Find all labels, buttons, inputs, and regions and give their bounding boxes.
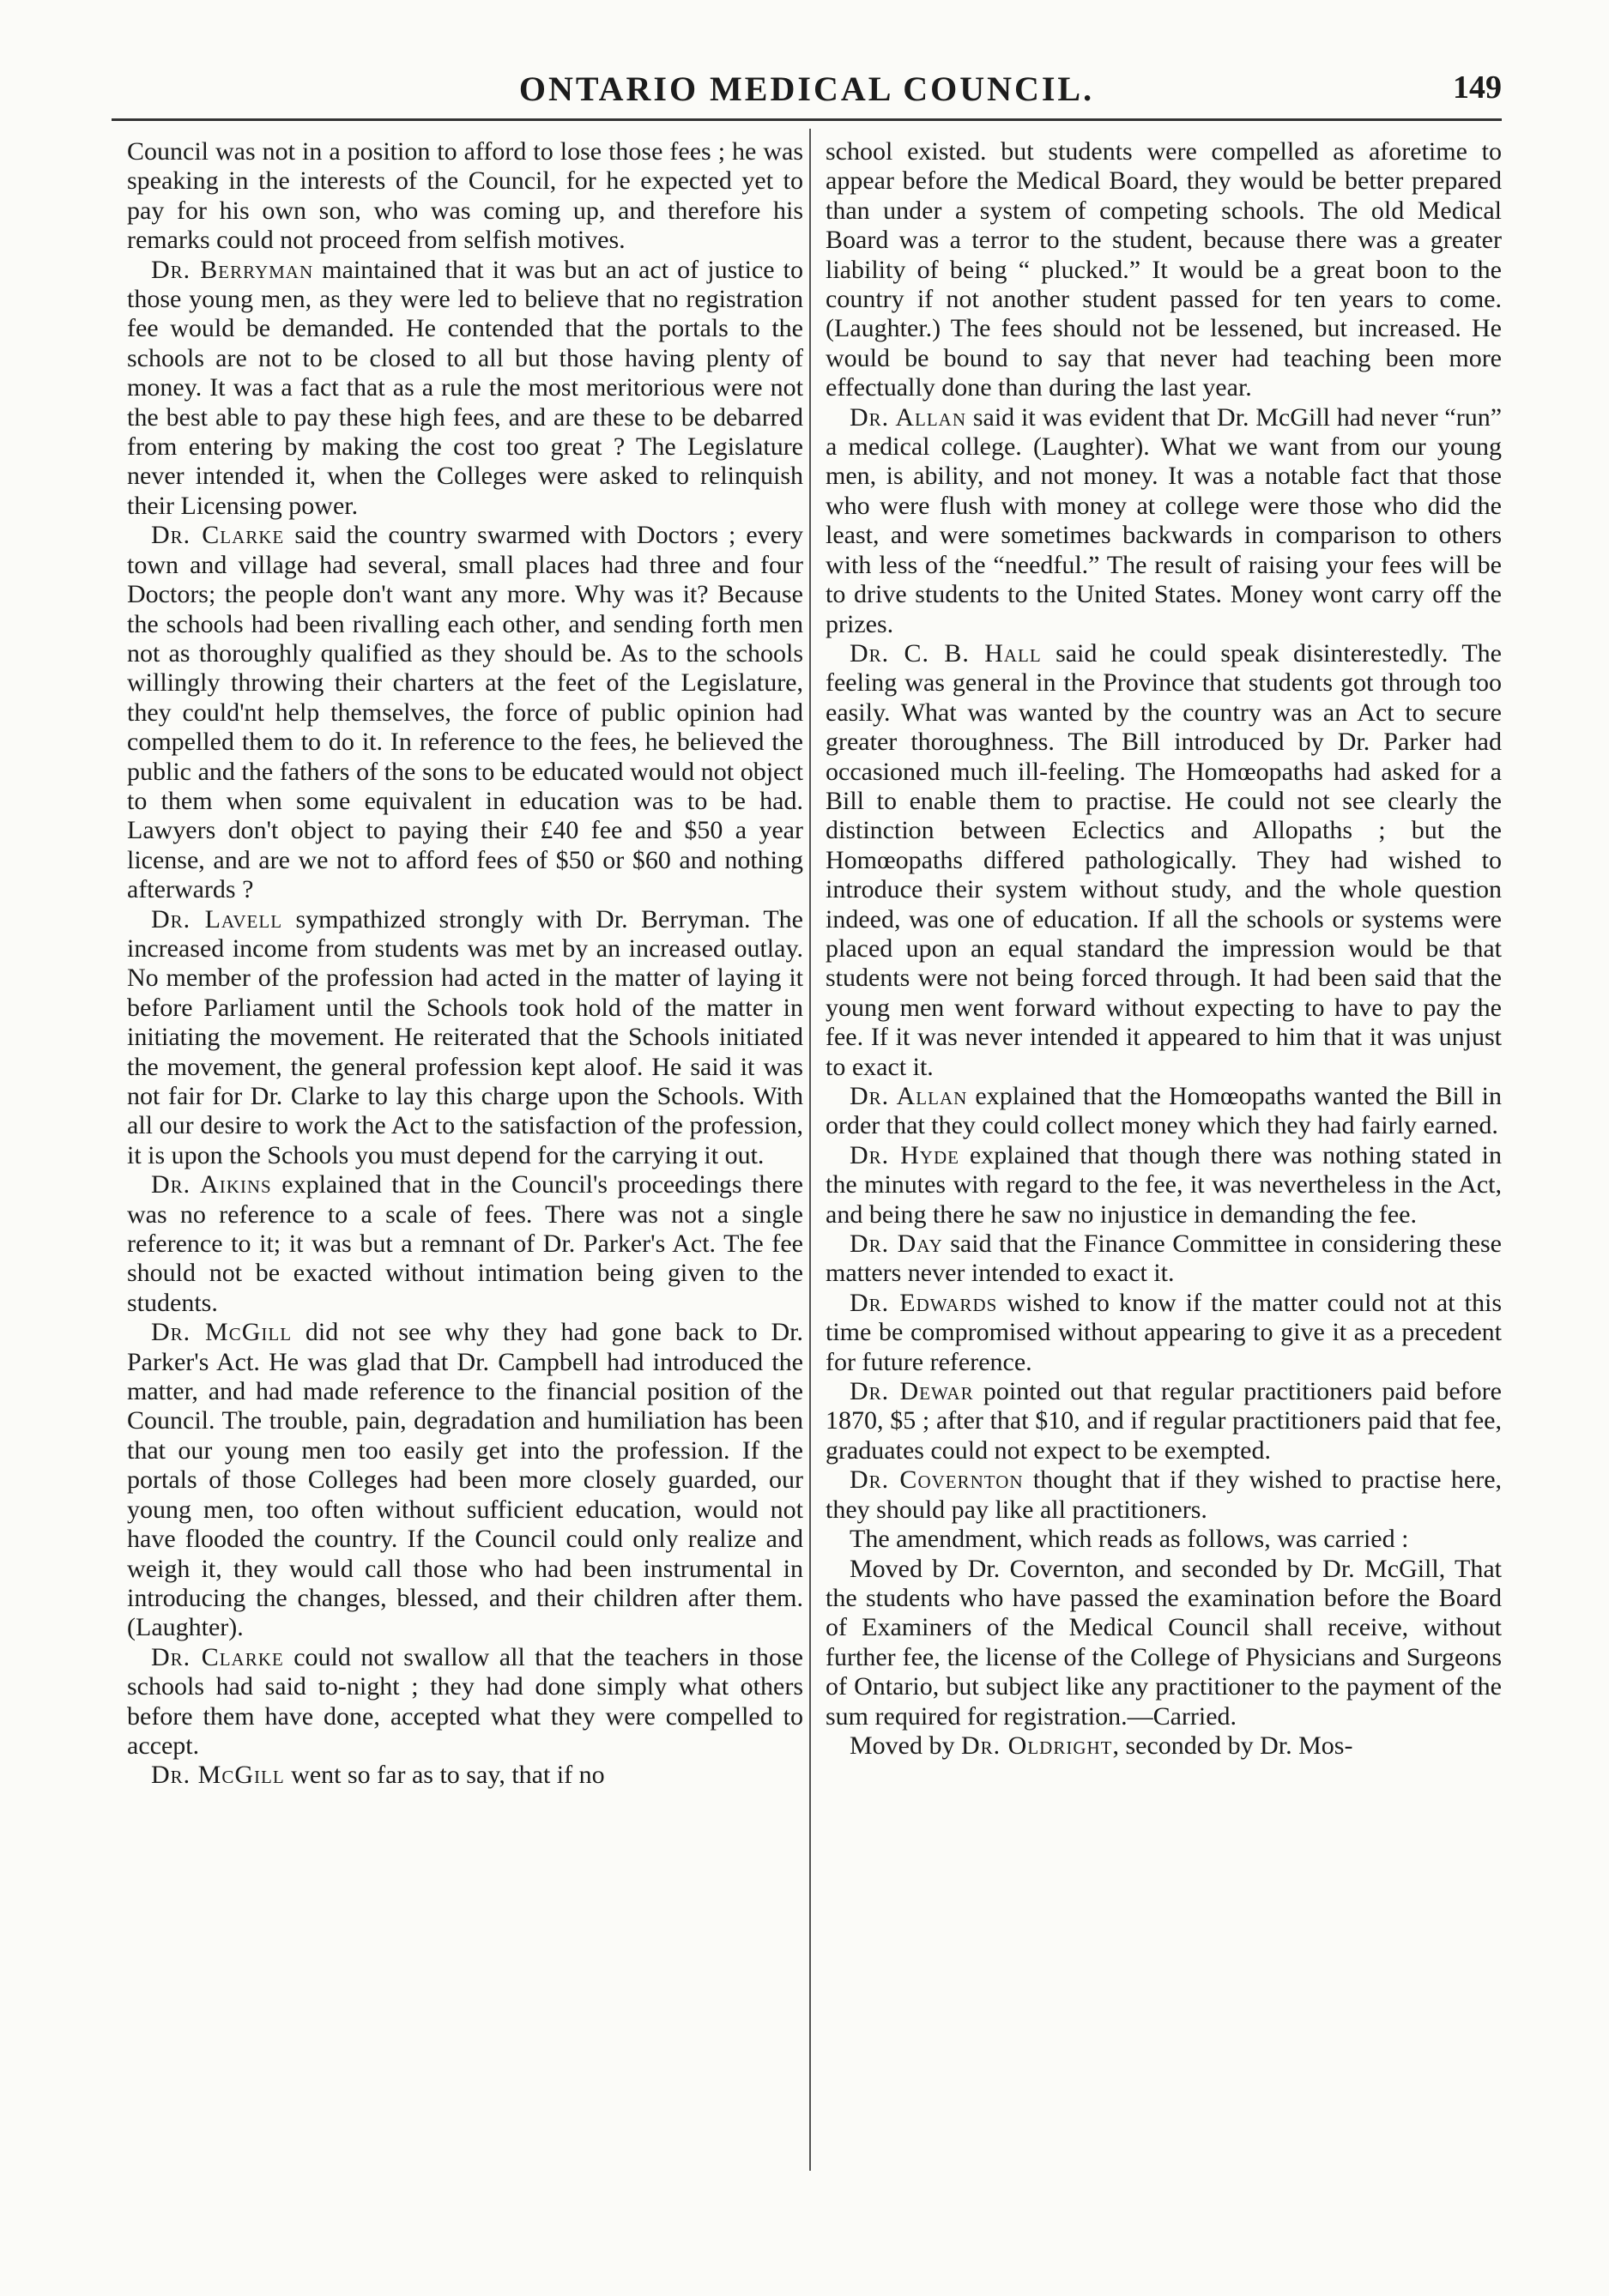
speaker-name: Dr. Allan bbox=[850, 1082, 968, 1110]
paragraph-text: maintained that it was but an act of justice to those young men, as they were led to believe that no registration fee would be demanded. He contended that the portals to the schools are not to be closed to all but those having plenty of money. It was a fact that as a rule the most meritorious were not the best able to pay these high fees, and are these to be debarred from entering by making the cost too great ? The Legislature never intended it, when the Colleges were asked to relinquish their Licensing power. bbox=[127, 255, 803, 520]
speaker-name: Dr. Oldright bbox=[961, 1731, 1113, 1760]
speaker-name: Dr. Day bbox=[850, 1230, 943, 1259]
paragraph bbox=[127, 1170, 803, 1318]
paragraph-text: said that the Finance Committee in considering these matters never intended to exact it. bbox=[826, 1230, 1502, 1288]
paragraph-text: could not swallow all that the teachers in those schools had said to-night ; they had done simply what others before them have done, accepted what they were compelled to accept. bbox=[127, 1642, 803, 1760]
column-divider bbox=[809, 129, 811, 2171]
paragraph bbox=[127, 1761, 803, 1790]
paragraph bbox=[826, 1289, 1502, 1377]
speaker-name: Dr. McGill bbox=[151, 1761, 285, 1790]
speaker-name: Dr. Edwards bbox=[850, 1288, 998, 1317]
speaker-name: Dr. Covernton bbox=[850, 1465, 1024, 1495]
paragraph bbox=[826, 137, 1502, 403]
right-column bbox=[826, 137, 1502, 2171]
running-title: ONTARIO MEDICAL COUNCIL. bbox=[518, 69, 1095, 108]
paragraph-text: said he could speak disinterestedly. The feeling was general in the Province that students got through too easily. What was wanted by the country was an Act to secure greater thoroughness. The Bill introduced by Dr. Parker had occasioned much ill-feeling. The Homœopaths had asked for a Bill to enable them to practise. He could not see clearly the distinction between Eclectics and Allopaths ; but the Homœopaths differed pathologically. They had wished to introduce their system without study, and the whole question indeed, was one of education. If all the schools or systems were placed upon an equal standard the impression would be that students were not being forced through. It had been said that the young men went forward without expecting to have to pay the fee. If it was never intended it appeared to him that it was unjust to exact it. bbox=[826, 638, 1502, 1081]
paragraph bbox=[826, 639, 1502, 1082]
paragraph-text: pointed out that regular practitioners paid before 1870, $5 ; after that $10, and if regular practitioners paid that fee, graduates could not expect to be exempted. bbox=[826, 1377, 1502, 1465]
paragraph-text: thought that if they wished to practise here, they should pay like all practitioners. bbox=[826, 1465, 1502, 1524]
speaker-name: Dr. Lavell bbox=[151, 904, 283, 934]
speaker-name: Dr. Clarke bbox=[151, 521, 285, 550]
paragraph bbox=[826, 1082, 1502, 1141]
speaker-name: Dr. Hyde bbox=[850, 1140, 959, 1169]
page-header bbox=[112, 67, 1502, 106]
speaker-name: Dr. C. B. Hall bbox=[850, 638, 1042, 668]
paragraph-text: said the country swarmed with Doctors ; every town and village had several, small places had three and four Doctors; the people don't want any more. Why was it? Because the schools had been rivalling each other, and sending forth men not as thoroughly qualified as they should be. As to the schools willingly throwing their charters at the feet of the Legislature, they could'nt help themselves, the force of public opinion had compelled them to do it. In reference to the fees, he believed the public and the fathers of the sons to be educated would not object to them when some equivalent in education was to be had. Lawyers don't object to paying their £40 fee and $50 a year license, and are we not to afford fees of $50 or $60 and nothing afterwards ? bbox=[127, 521, 803, 904]
paragraph bbox=[127, 905, 803, 1171]
paragraph-text: , seconded by Dr. Mos- bbox=[1112, 1731, 1353, 1760]
paragraph bbox=[127, 1318, 803, 1642]
page-number: 149 bbox=[1453, 69, 1502, 106]
paragraph-text: did not see why they had gone back to Dr. Parker's Act. He was glad that Dr. Campbell had introduced the matter, and had made reference to the financial position of the Council. The trouble, pain, degradation and humiliation has been that our young men too easily get into the profession. If the portals of those Colleges had been more closely guarded, our young men, too often without sufficient education, would not have flooded the country. If the Council could only realize and weigh it, they would call those who had been instrumental in introducing the changes, blessed, and their children after them. (Laughter). bbox=[127, 1318, 803, 1642]
paragraph bbox=[127, 1643, 803, 1761]
paragraph bbox=[826, 1465, 1502, 1525]
speaker-name: Dr. McGill bbox=[151, 1318, 293, 1347]
paragraph-text: explained that though there was nothing stated in the minutes with regard to the fee, it was nevertheless in the Act, and being there he saw no injustice in demanding the fee. bbox=[826, 1140, 1502, 1229]
paragraph-text: school existed. but students were compelled as aforetime to appear before the Medical Board, they would be better prepared than under a system of competing schools. The old Medical Board was a terror to the student, because there was a greater liability of being “ plucked.” It would be a great boon to the country if not another student passed for ten years to come. (Laughter.) The fees should not be lessened, but increased. He would be bound to say that never had teaching been more effectually done than during the last year. bbox=[826, 137, 1502, 402]
paragraph bbox=[127, 521, 803, 904]
speaker-name: Dr. Aikins bbox=[151, 1170, 272, 1199]
speaker-name: Dr. Dewar bbox=[850, 1377, 974, 1406]
paragraph bbox=[826, 1525, 1502, 1554]
paragraph-text: Council was not in a position to afford to lose those fees ; he was speaking in the interests of the Council, for he expected yet to pay for his own son, who was coming up, and therefore his remarks could not proceed from selfish motives. bbox=[127, 137, 803, 255]
paragraph bbox=[826, 1555, 1502, 1731]
paragraph-text: wished to know if the matter could not at this time be compromised without appearing to give it as a precedent for future reference. bbox=[826, 1288, 1502, 1376]
speaker-name: Dr. Allan bbox=[850, 402, 967, 432]
speaker-name: Dr. Berryman bbox=[151, 255, 314, 284]
header-rule bbox=[112, 118, 1502, 121]
paragraph bbox=[826, 1141, 1502, 1230]
paragraph bbox=[826, 403, 1502, 639]
speaker-name: Dr. Clarke bbox=[151, 1642, 284, 1671]
paragraph-prefix: Moved by bbox=[850, 1731, 961, 1760]
paragraph bbox=[127, 137, 803, 256]
paragraph-text: explained that in the Council's proceedings there was no reference to a scale of fees. There was not a single reference to it; it was but a remnant of Dr. Parker's Act. The fee should not be exacted without intimation being given to the students. bbox=[127, 1170, 803, 1317]
paragraph bbox=[826, 1377, 1502, 1465]
paragraph-text: said it was evident that Dr. McGill had never “run” a medical college. (Laughter). What we want from our young men, is ability, and not money. It was a notable fact that those who were flush with money at college were those who did the least, and were sometimes backwards in comparison to others with less of the “needful.” The result of raising your fees will be to drive students to the United States. Money wont carry off the prizes. bbox=[826, 402, 1502, 638]
paragraph bbox=[826, 1731, 1502, 1761]
paragraph bbox=[826, 1230, 1502, 1289]
left-column bbox=[127, 137, 803, 2171]
paragraph-text: went so far as to say, that if no bbox=[284, 1761, 605, 1790]
paragraph-text: sympathized strongly with Dr. Berryman. The increased income from students was met by an increased outlay. No member of the profession had acted in the matter of laying it before Parliament until the Schools took hold of the matter in initiating the movement. He reiterated that the Schools initiated the movement, the general profession kept aloof. He said it was not fair for Dr. Clarke to lay this charge upon the Schools. With all our desire to work the Act to the satisfaction of the profession, it is upon the Schools you must depend for the carrying it out. bbox=[127, 904, 803, 1169]
paragraph-text: explained that the Homœopaths wanted the Bill in order that they could collect money which they had fairly earned. bbox=[826, 1082, 1502, 1140]
paragraph bbox=[127, 256, 803, 522]
paragraph-text: Moved by Dr. Covernton, and seconded by Dr. McGill, That the students who have passed the examination before the Board of Examiners of the Medical Council shall receive, without further fee, the license of the College of Physicians and Surgeons of Ontario, but subject like any practitioner to the payment of the sum required for registration.—Carried. bbox=[826, 1554, 1502, 1731]
paragraph-text: The amendment, which reads as follows, was carried : bbox=[850, 1525, 1409, 1554]
